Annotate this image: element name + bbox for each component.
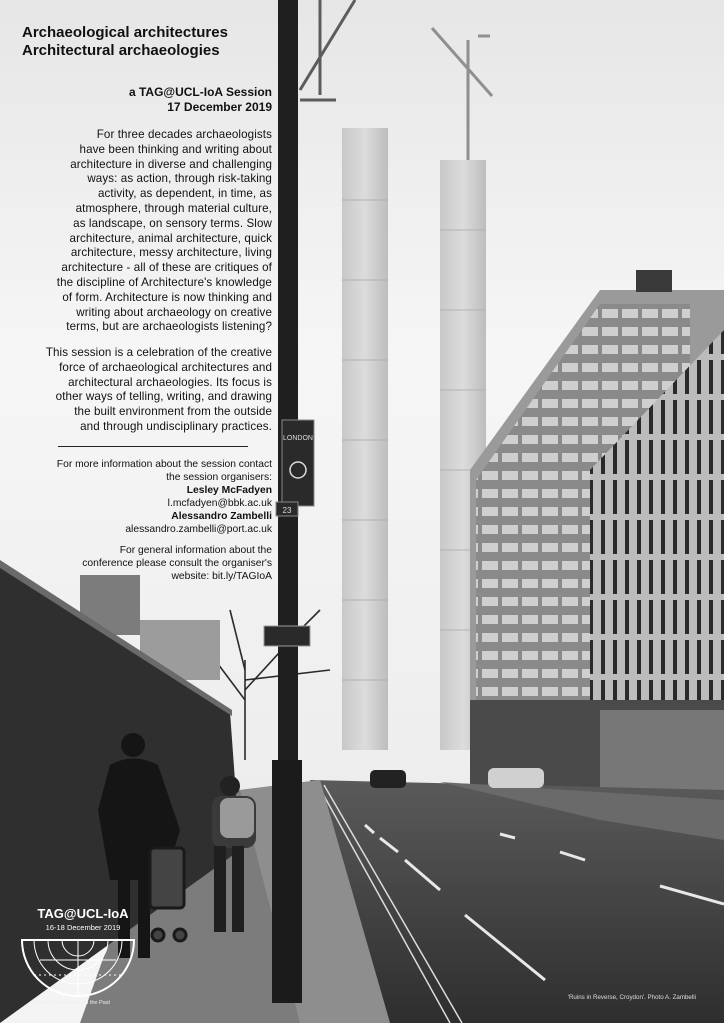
p2-line: force of archaeological architectures and	[59, 360, 272, 374]
p1-line: architecture - all of these are critiques of	[61, 261, 272, 275]
logo-dates: 16-18 December 2019	[45, 923, 121, 932]
p1-line: ways: as action, through risk-taking	[87, 172, 272, 186]
p1-line: activity, as dependent, in time, as	[97, 187, 272, 201]
p1-line: the discipline of Architecture's knowledge	[56, 275, 272, 289]
website-line[interactable]: website: bit.ly/TAGIoA	[171, 571, 272, 582]
p1-line: For three decades archaeologists	[96, 128, 272, 141]
conference-logo	[18, 906, 148, 932]
title-line-2: Architectural archaeologies	[22, 42, 220, 59]
p1-line: architecture, messy architecture, living	[70, 246, 272, 260]
p1-line: as landscape, on sensory terms. Slow	[73, 216, 272, 230]
p1-line: of form. Architecture is now thinking and	[62, 290, 272, 304]
p2-line: This session is a celebration of the creative	[45, 346, 272, 359]
contact-intro: For more information about the session contact	[56, 459, 272, 470]
description-paragraph-2	[10, 346, 272, 435]
tower-left	[342, 128, 388, 750]
title-line-1: Archaeological architectures	[22, 24, 228, 41]
p1-line: architecture, animal architecture, quick	[69, 231, 272, 245]
car-parked	[488, 768, 544, 788]
p1-line: have been thinking and writing about	[79, 142, 272, 156]
organiser-name-1: Lesley McFadyen	[186, 485, 272, 496]
general-info	[10, 544, 272, 583]
sign-top-text: LONDON	[283, 435, 313, 442]
car-driving	[370, 770, 406, 788]
organiser-email-2[interactable]: alessandro.zambelli@port.ac.uk	[125, 524, 272, 535]
logo-title: TAG@UCL-IoA	[37, 906, 129, 921]
sign-cycle-route	[282, 420, 314, 506]
contact-intro-2: the session organisers:	[166, 472, 272, 483]
p2-line: the built environment from the outside	[74, 405, 272, 419]
logo-tagline: Power, Knowledge and the Past	[32, 1000, 110, 1006]
ground-glass	[600, 710, 724, 790]
poster-title	[22, 24, 282, 60]
p1-line: writing about archaeology on creative	[76, 305, 272, 319]
general-line: For general information about the	[119, 545, 272, 556]
general-line: conference please consult the organiser's	[82, 558, 272, 569]
description-paragraph-1	[10, 128, 272, 335]
photo-credit: 'Ruins in Reverse, Croydon'. Photo A. Zambelli	[567, 994, 696, 1001]
p2-line: architectural archaeologies. Its focus is	[68, 375, 272, 389]
session-name: a TAG@UCL-IoA Session	[128, 85, 272, 99]
session-heading	[12, 85, 272, 115]
p1-line: atmosphere, through material culture,	[75, 201, 272, 215]
p1-line: terms, but are archaeologists listening?	[66, 320, 272, 334]
lamp-post-base	[272, 760, 302, 1003]
organiser-name-2: Alessandro Zambelli	[171, 511, 272, 522]
p2-line: other ways of telling, writing, and drawing	[55, 390, 272, 404]
p1-line: architecture in diverse and challenging	[70, 157, 272, 171]
roof-plant	[636, 270, 672, 292]
session-date: 17 December 2019	[167, 100, 272, 114]
contact-block	[10, 458, 272, 536]
p2-line: and through undisciplinary practices.	[80, 419, 272, 433]
divider	[58, 446, 248, 447]
sign-number-text: 23	[282, 506, 292, 515]
organiser-email-1[interactable]: l.mcfadyen@bbk.ac.uk	[167, 498, 272, 509]
sign-cycle-lane	[264, 626, 310, 646]
